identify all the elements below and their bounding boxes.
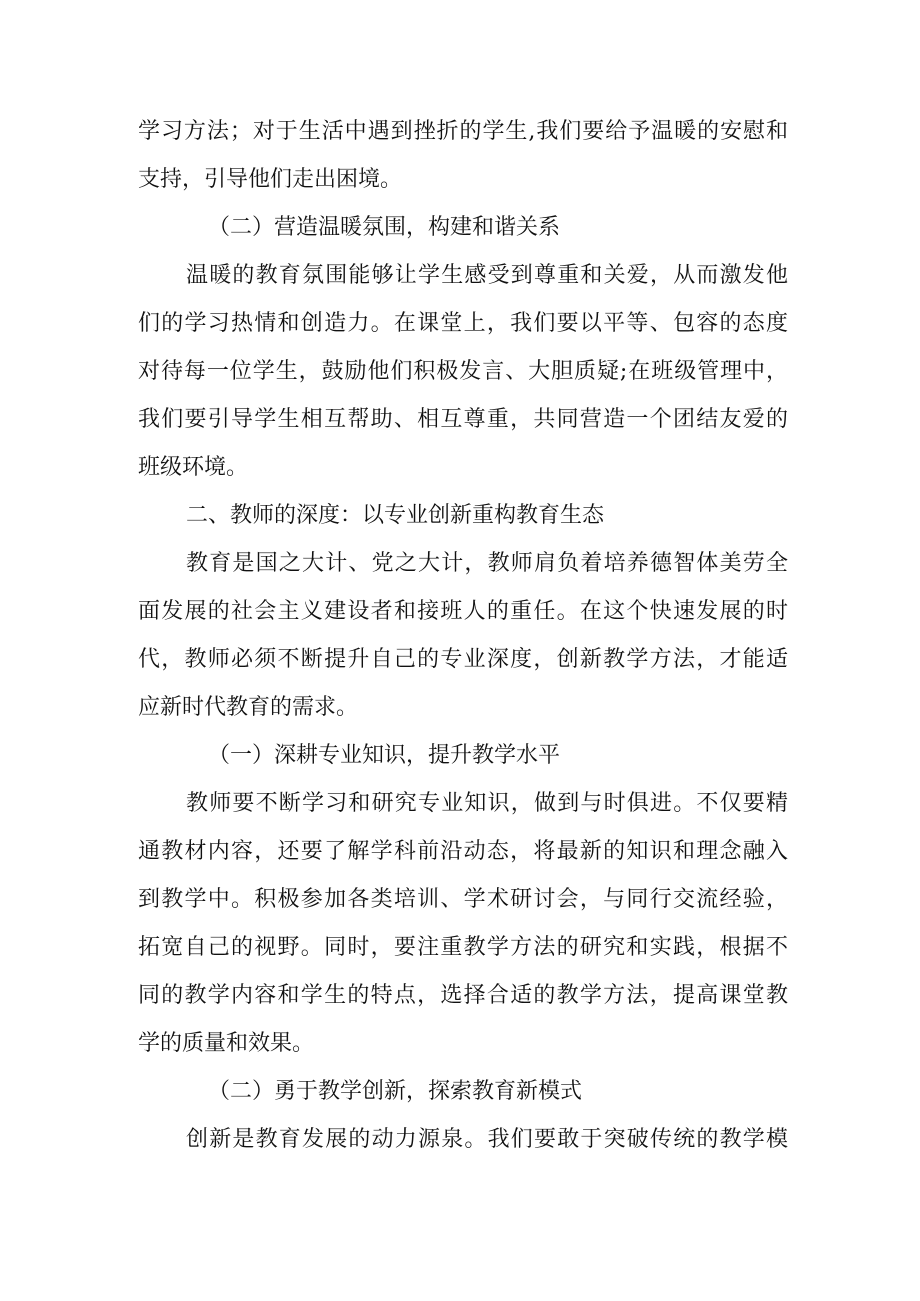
paragraph-line: 教育是国之大计、党之大计，教师肩负着培养德智体美劳全 — [186, 551, 788, 576]
paragraph-line: 学习方法；对于生活中遇到挫折的学生,我们要给予温暖的安慰和 — [138, 119, 788, 144]
paragraph-line: 同的教学内容和学生的特点，选择合适的教学方法，提高课堂教 — [138, 983, 788, 1008]
section-heading: （一）深耕专业知识，提升教学水平 — [208, 743, 561, 768]
paragraph-line: 支持，引导他们走出困境。 — [138, 167, 403, 192]
paragraph-line: 通教材内容，还要了解学科前沿动态，将最新的知识和理念融入 — [138, 839, 788, 864]
paragraph-line: 我们要引导学生相互帮助、相互尊重，共同营造一个团结友爱的 — [138, 407, 788, 432]
paragraph-line: 拓宽自己的视野。同时，要注重教学方法的研究和实践，根据不 — [138, 935, 788, 960]
paragraph-line: 温暖的教育氛围能够让学生感受到尊重和关爱，从而激发他 — [186, 263, 788, 288]
paragraph-line: 到教学中。积极参加各类培训、学术研讨会，与同行交流经验， — [138, 887, 788, 912]
paragraph-line: 们的学习热情和创造力。在课堂上，我们要以平等、包容的态度 — [138, 311, 788, 336]
paragraph-line: 学的质量和效果。 — [138, 1031, 315, 1056]
paragraph-line: 班级环境。 — [138, 455, 249, 480]
paragraph-line: 教师要不断学习和研究专业知识，做到与时俱进。不仅要精 — [186, 791, 788, 816]
section-heading: （二）营造温暖氛围，构建和谐关系 — [208, 215, 561, 240]
paragraph-line: 对待每一位学生，鼓励他们积极发言、大胆质疑;在班级管理中， — [138, 359, 788, 384]
paragraph-line: 面发展的社会主义建设者和接班人的重任。在这个快速发展的时 — [138, 599, 788, 624]
paragraph-line: 创新是教育发展的动力源泉。我们要敢于突破传统的教学模 — [186, 1127, 788, 1152]
paragraph-line: 代，教师必须不断提升自己的专业深度，创新教学方法，才能适 — [138, 647, 788, 672]
paragraph-line: 应新时代教育的需求。 — [138, 695, 359, 720]
chapter-heading: 二、教师的深度：以专业创新重构教育生态 — [186, 503, 605, 528]
section-heading: （二）勇于教学创新，探索教育新模式 — [208, 1079, 583, 1104]
